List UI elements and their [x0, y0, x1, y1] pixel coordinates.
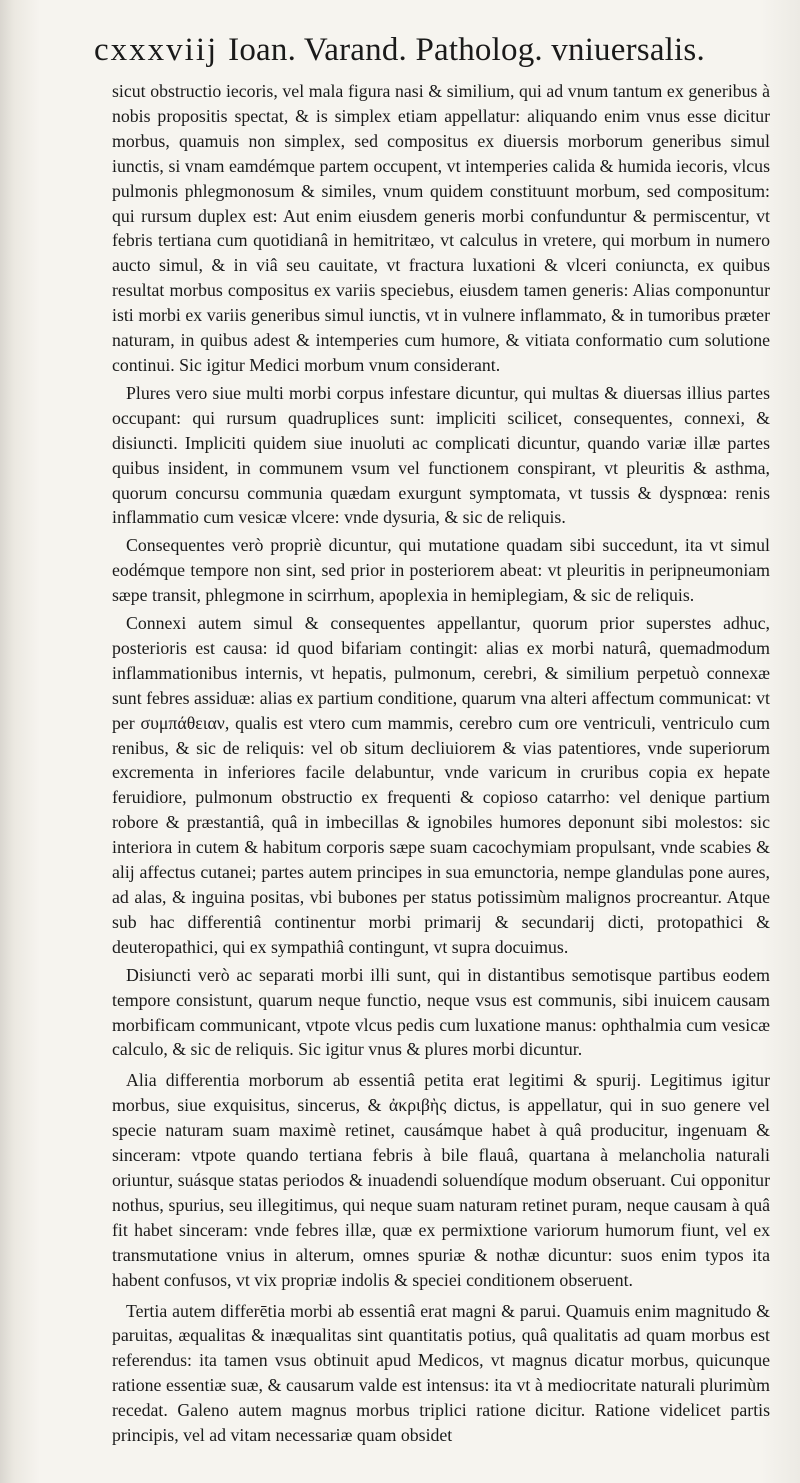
running-header	[94, 34, 770, 67]
paragraph-2: Plures vero siue multi morbi corpus infestare dicuntur, qui multas & diuersas illius partes occupant: qui rursum quadruplices sunt: impliciti scilicet, consequentes, connexi, & disiuncti. Impliciti quidem siue inuoluti ac complicati dicuntur, quando variæ illæ partes quibus insident, in communem vsum vel functionem conspirant, vt pleuritis & asthma, quorum concursu communia quædam exurgunt symptomata, vt tussis & dyspnœa: renis inflammatio cum vesicæ vlcere: vnde dysuria, & sic de reliquis.	[112, 382, 770, 528]
paragraph-1: sicut obstructio iecoris, vel mala figura nasi & similium, qui ad vnum tantum ex generibus à nobis propositis spectat, & is simplex etiam appellatur: aliquando enim vnus esse dicitur morbus, quamuis non simplex, sed compositus ex diuersis morborum generibus simul iunctis, si vnam eamdémque partem occupent, vt intemperies calida & humida iecoris, vlcus pulmonis phlegmonosum & similes, vnum quidem constituunt morbum, sed compositum: qui rursum duplex est: Aut enim eiusdem generis morbi confunduntur & permiscentur, vt febris tertiana cum quotidianâ in hemitritæo, vt calculus in vretere, qui morbum in numero aucto simul, & in viâ seu cauitate, vt fractura luxationi & vlceri coniuncta, ex quibus resultat morbus compositus ex variis speciebus, eiusdem tamen generis: Alias componuntur isti morbi ex variis generibus simul iunctis, vt in vulnere inflammato, & in tumoribus præter naturam, in quibus adest & intemperies cum humore, & vitiata conformatio cum solutione continui. Sic igitur Medici morbum vnum considerant.	[112, 81, 770, 375]
running-title: Ioan. Varand. Patholog. vniuersalis.	[228, 32, 705, 68]
paragraph-5: Disiuncti verò ac separati morbi illi sunt, qui in distantibus semotisque partibus eodem tempore consistunt, quarum neque functio, neque vsus est communis, sibi inuicem causam morbificam communicant, vtpote vlcus pedis cum luxatione manus: ophthalmia cum vesicæ calculo, & sic de reliquis. Sic igitur vnus & plures morbi dicuntur.	[112, 964, 770, 1060]
paragraph-3: Consequentes verò propriè dicuntur, qui mutatione quadam sibi succedunt, ita vt simul eodémque tempore non sint, sed prior in posteriorem abeat: vt pleuritis in peripneumoniam sæpe transit, phlegmone in scirrhum, apoplexia in hemiplegiam, & sic de reliquis.	[112, 535, 770, 606]
text-body	[112, 79, 770, 1448]
paragraph-6: Alia differentia morborum ab essentiâ petita erat legitimi & spurij. Legitimus igitur morbus, siue exquisitus, sincerus, & ἀκριβὴς dictus, is appellatur, qui in suo genere vel specie naturam suam maximè retinet, causámque habet à quâ producitur, ingenuam & sinceram: vtpote quando tertiana febris à bile flauâ, quartana à melancholia naturali oriuntur, suásque statas periodos & inuadendi soluendíque modum obseruant. Cui opponitur nothus, spurius, seu illegitimus, qui neque suam naturam retinet puram, neque causam à quâ fit habet sinceram: vnde febres illæ, quæ ex permixtione variorum humorum fiunt, vel ex transmutatione vnius in alterum, omnes spuriæ & nothæ dicuntur: suos enim typos ita habent confusos, vt vix propriæ indolis & speciei conditionem obseruent.	[112, 1070, 770, 1290]
paragraph-4: Connexi autem simul & consequentes appellantur, quorum prior superstes adhuc, posterioris est causa: id quod bifariam contingit: alias ex morbi naturâ, quemadmodum inflammationibus internis, vt hepatis, pulmonum, cerebri, & similium perpetuò connexæ sunt febres assiduæ: alias ex partium conditione, quarum vna alteri affectum communicat: vt per συμπάθειαν, qualis est vtero cum mammis, cerebro cum ore ventriculi, ventriculo cum renibus, & sic de reliquis: vel ob situm decliuiorem & vias patentiores, vnde superiorum excrementa in inferiores facile delabuntur, vnde varicum in cruribus copia ex hepate feruidiore, pulmonum obstructio ex frequenti & copioso catarrho: vel denique partium robore & præstantiâ, quâ in imbecillas & ignobiles humores deponunt sibi molestos: sic interiora in cutem & habitum corporis sæpe suam cacochymiam propulsant, vnde scabies & alij affectus cutanei; partes autem principes in sua emunctoria, nempe glandulas pone aures, ad alas, & inguina positas, vbi bubones per status potissimùm malignos procreantur. Atque sub hac differentiâ continentur morbi primarij & secundarij dicti, protopathici & deuteropathici, qui ex sympathiâ contingunt, vt supra docuimus.	[112, 613, 770, 957]
page-folio: cxxxviij	[94, 32, 219, 68]
paragraph-7: Tertia autem differētia morbi ab essentiâ erat magni & parui. Quamuis enim magnitudo & paruitas, æqualitas & inæqualitas sint quantitatis potius, quâ qualitatis ad quam morbus est referendus: ita tamen vsus obtinuit apud Medicos, vt magnus dicatur morbus, quicunque ratione essentiæ suæ, & causarum valde est intensus: ita vt à mediocritate naturali plurimùm recedat. Galeno autem magnus morbus triplici ratione dicitur. Ratione videlicet partis principis, vel ad vitam necessariæ quam obsidet	[112, 1300, 770, 1446]
